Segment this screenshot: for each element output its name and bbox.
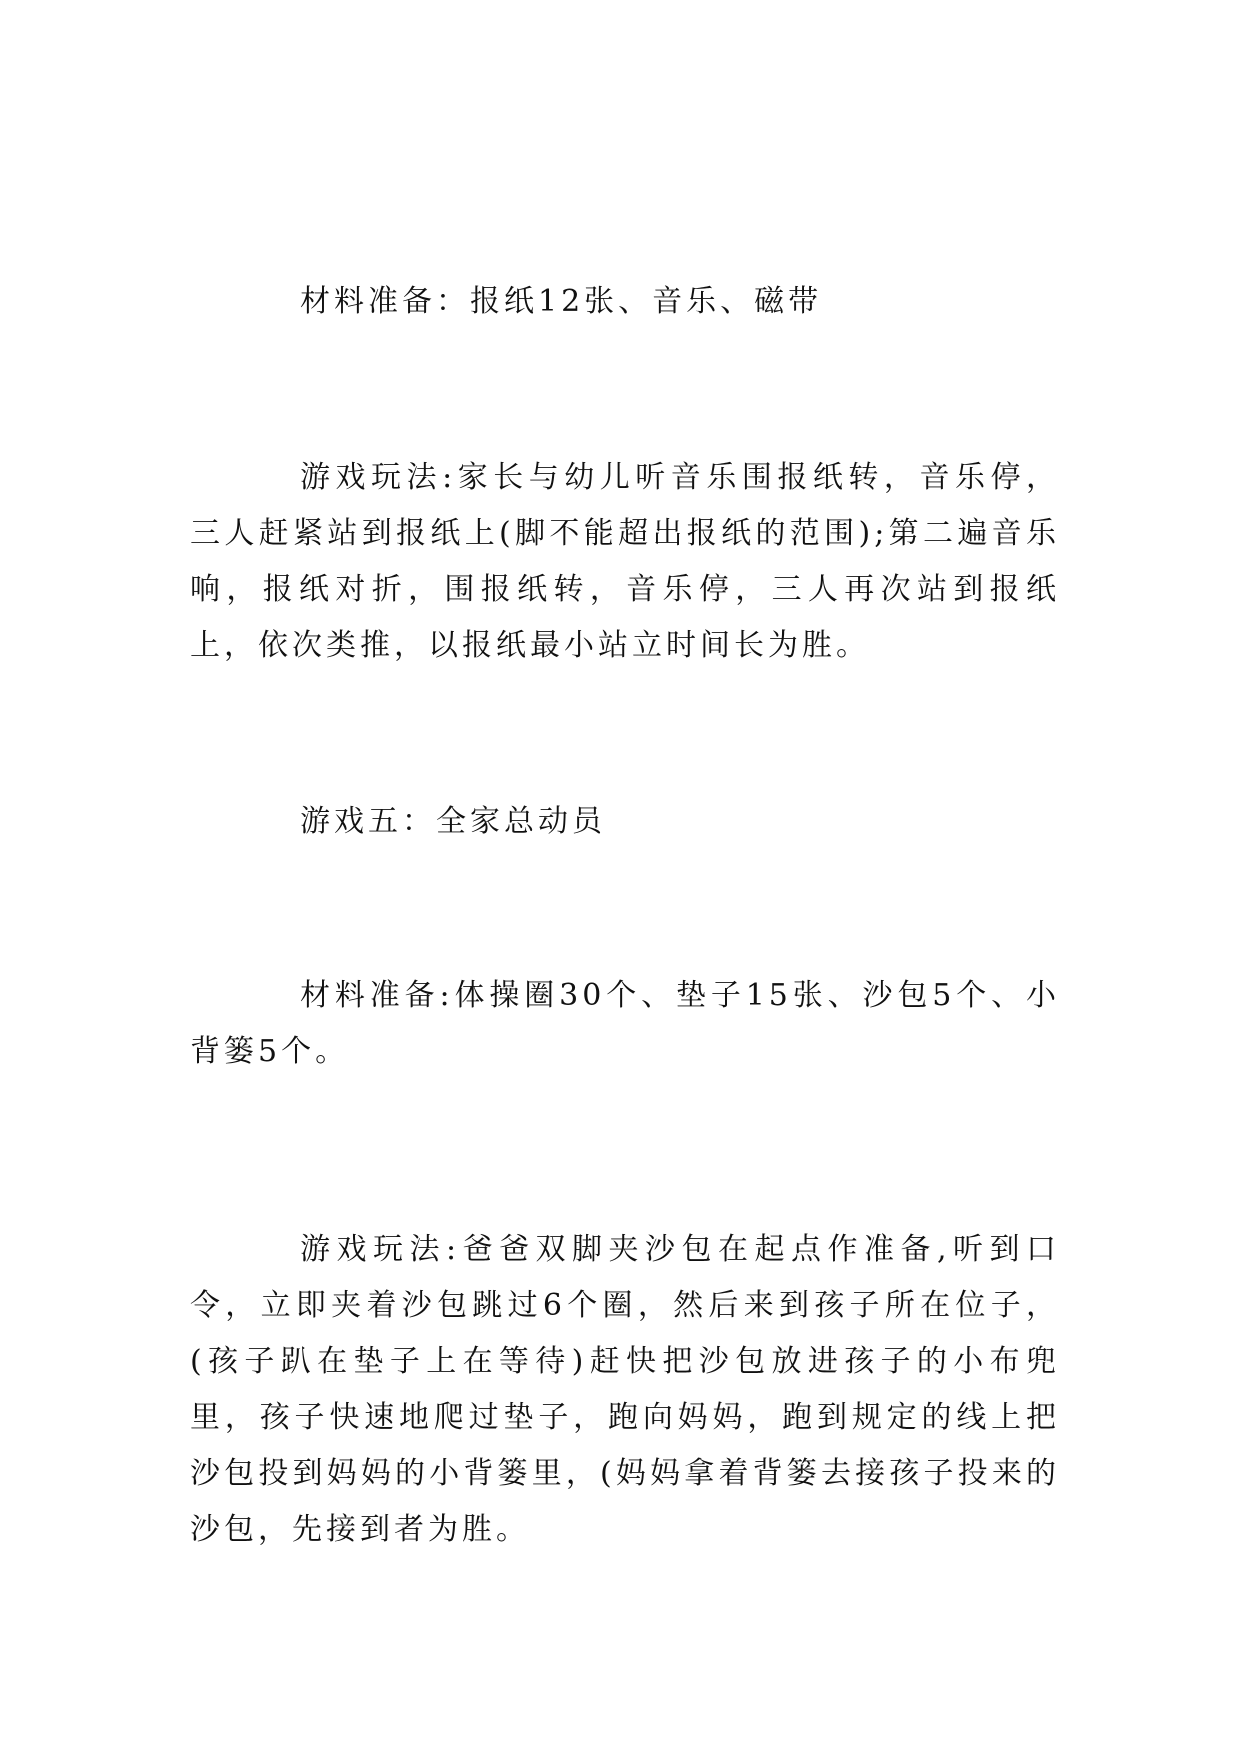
gameplay-paragraph-family: 游戏玩法:爸爸双脚夹沙包在起点作准备,听到口令，立即夹着沙包跳过6个圈，然后来到孩子所在位子，(孩子趴在垫子上在等待)赶快把沙包放进孩子的小布兜里，孩子快速地爬过垫子，跑向妈妈，跑到规定的线上把沙包投到妈妈的小背篓里，(妈妈拿着背篓去接孩子投来的沙包，先接到者为胜。 bbox=[190, 1232, 1060, 1547]
game-five-heading: 游戏五：全家总动员 bbox=[300, 804, 606, 839]
gameplay-paragraph-newspaper: 游戏玩法:家长与幼儿听音乐围报纸转，音乐停，三人赶紧站到报纸上(脚不能超出报纸的范围);第二遍音乐响，报纸对折，围报纸转，音乐停，三人再次站到报纸上，依次类推，以报纸最小站立时间长为胜。 bbox=[190, 460, 1060, 663]
materials-paragraph-newspaper: 材料准备：报纸12张、音乐、磁带 bbox=[300, 284, 823, 319]
materials-paragraph-family: 材料准备:体操圈30个、垫子15张、沙包5个、小背篓5个。 bbox=[190, 978, 1060, 1069]
